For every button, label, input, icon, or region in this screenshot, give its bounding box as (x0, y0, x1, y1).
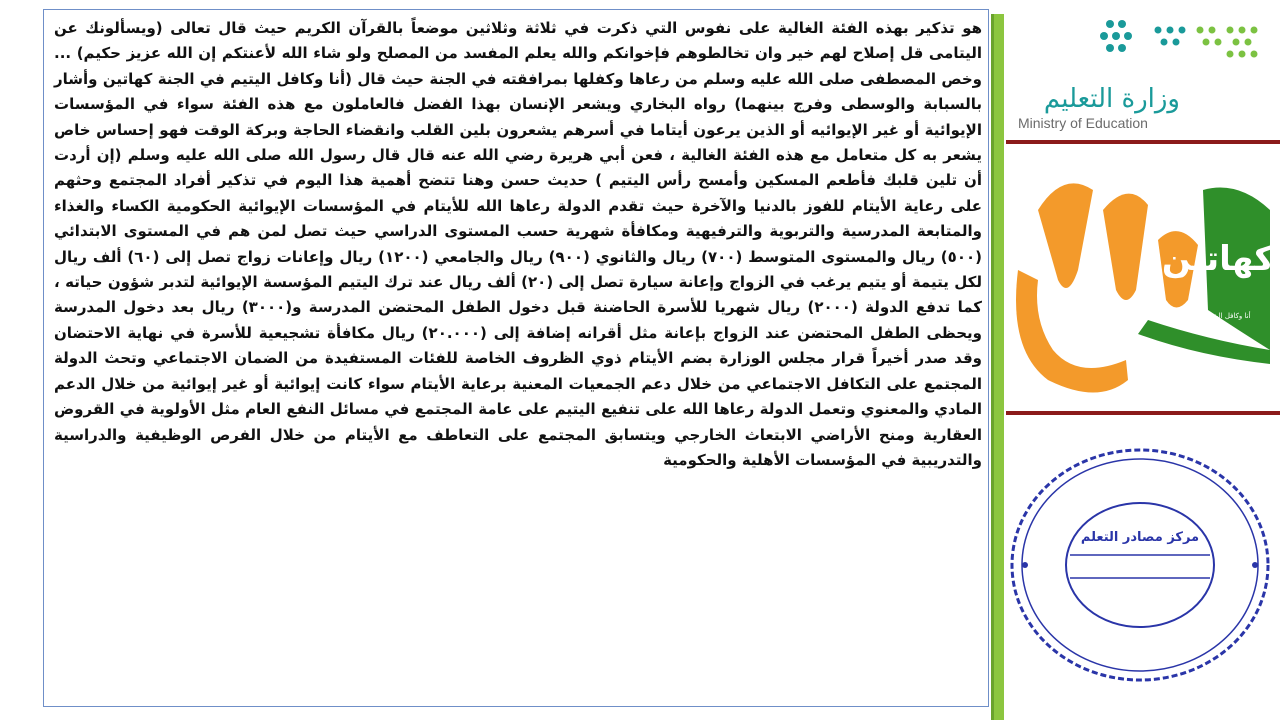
divider-top (1006, 140, 1280, 144)
divider-bottom (1006, 411, 1280, 415)
kafateen-title: كهاتين (1161, 239, 1275, 279)
kafateen-image (1008, 150, 1276, 408)
stamp-center-text: مركز مصادر التعلم (1080, 530, 1200, 545)
kafateen-tagline: أنا وكافل اليتيم في الجنة (1179, 312, 1251, 320)
text-box (43, 9, 989, 707)
ministry-dots-icon (1100, 16, 1270, 76)
school-stamp-image (1000, 440, 1280, 690)
ministry-name-english: Ministry of Education (1018, 115, 1148, 131)
body-paragraph: هو تذكير بهذه الفئة الغالية على نفوس التي ذكرت في ثلاثة وثلاثين موضعاً بالقرآن الكريم حيث قال تعالى (ويسألونك عن اليتامى قل إصلاح لهم خير وان تخالطوهم فإخوانكم والله يعلم المفسد من المصلح ولو شاء الله لأعنتكم إن الله عزيز حكيم) ... وخص المصطفى صلى الله عليه وسلم من رعاها وكفلها بمرافقته في الجنة حيث قال (أنا وكافل اليتيم في الجنة كهاتين وأشار بالسبابة والوسطى وفرج بينهما) رواه البخاري ويشعر الإنسان بهذا الفضل فالعاملون مع هذه الفئة سواء في المؤسسات الإيوائية أو غير الإيوائيه أو الذين يرعون أيتاما في أسرهم يشعرون بلين القلب وانقضاء الحاجة وبركة الوقت فهو إحساس خاص يشعر به كل متعامل مع هذه الفئة الغالية ، فعن أبي هريرة رضي الله عنه قال قال رسول الله صلى الله عليه وسلم (إن أردت أن تلين قلبك فأطعم المسكين وأمسح رأس اليتيم ) حديث حسن وهنا تتضح أهمية هذا اليوم في تذكير أفراد المجتمع وحثهم على رعاية الأيتام للفوز بالدنيا والآخرة حيث تقدم الدولة رعاها الله للأيتام في المؤسسات الإيوائية الحكومية الكساء والغذاء والمتابعة المدرسية والتربوية والترفيهية ومكافأة شهرية حسب المستوى الدراسي حيث تصل لمن هم في المستوى الابتدائي (٥٠٠) ريال والمستوى المتوسط (٧٠٠) ريال والثانوي (٩٠٠) ريال والجامعي (١٢٠٠) ريال وإعانات زواج تصل إلى (٦٠) ألف ريال لكل يتيمة أو يتيم يرغب في الزواج وإعانة سيارة تصل إلى (٢٠) ألف ريال عند ترك اليتيم المؤسسة الإيوائية لتدبر شؤون حياته ، كما تدفع الدولة (٢٠٠٠) ريال شهريا للأسرة الحاضنة قبل دخول الطفل المحتضن المدرسة و(٣٠٠٠) ريال بعد دخول المدرسة ويحظى الطفل المحتضن عند الزواج بإعانة مثل أقرانه إضافة إلى (٢٠.٠٠٠) ريال مكافأة تشجيعية للأسرة في نهاية الاحتضان وقد صدر أخيراً قرار مجلس الوزارة بضم الأيتام ذوي الظروف الخاصة للفئات المستفيدة من الضمان الاجتماعي وتحث الدولة المجتمع على التكافل الاجتماعي من خلال دعم الجمعيات المعنية برعاية الأيتام سواء كانت إيوائية أو غير إيوائية من خلال الدعم المادي والمعنوي وتعمل الدولة رعاها الله على تنفيع اليتيم على عامة المجتمع في مسائل النفع العام مثل الأولوية في القروض العقارية ومنح الأراضي الابتعاث الخارجي ويتسابق المجتمع على التعاطف مع الأيتام من خلال الفرص الوظيفية والدراسية والتدريبية في المؤسسات الأهلية والحكومية (54, 19, 982, 469)
accent-strip-shadow (991, 14, 994, 720)
ministry-logo (1010, 12, 1270, 137)
ministry-name-arabic: وزارة التعليم (1043, 84, 1180, 114)
